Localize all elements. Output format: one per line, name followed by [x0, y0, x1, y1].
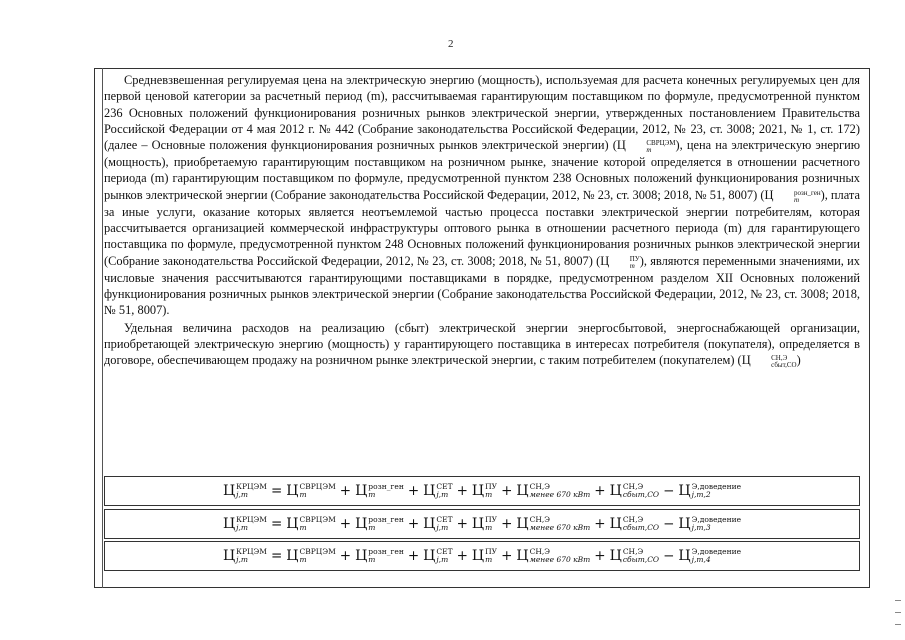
- formula-operator: +: [407, 516, 420, 532]
- formula-term: Ц ПУ m: [471, 482, 498, 499]
- scan-mark: [895, 612, 901, 613]
- formula-term: Ц розн_ген m: [355, 482, 404, 499]
- formula-row: [104, 541, 860, 571]
- formula-operator: =: [270, 483, 283, 499]
- left-margin-rule: [102, 68, 103, 588]
- formula-term: Ц СН,Э сбыт,СО: [609, 547, 660, 564]
- price-symbol-pu: Ц ПУ m: [600, 253, 640, 270]
- formula-term: Ц СН,Э менее 670 кВт: [516, 482, 591, 499]
- formula-lhs: Ц КРЦЭМ j,m: [222, 547, 267, 564]
- formula-operator: +: [594, 483, 606, 499]
- formula-operator: +: [501, 548, 513, 564]
- price-symbol-svrcem: Ц СВРЦЭМ m: [616, 138, 676, 155]
- paragraph-1-part-1: Средневзвешенная регулируемая цена на электрическую энергию (мощность), используемая для расчета конечных регулируемых цен для первой ценовой категории за расчетный период (m), рассчитываемая гарантирующим поставщиком по формуле, предусмотренной пунктом 236 Основных положений функционирования розничных рынков электрической энергии, утвержденных постановлением Правительства Российской Федерации от 4 мая 2012 г. № 442 (Собрание законодательства Российской Федерации, 2012, № 23, ст. 3008; 2021, № 1, ст. 172) (далее – Основные положения функционирования розничных рынков электрической энергии) (: [104, 73, 860, 153]
- paragraph-1-part-3: ), плата за иные услуги, оказание которых является неотъемлемой частью процесса поставки электрической энергии потребителям, которая рассчитывается организацией коммерческой инфраструктуры оптового рынка в отношении расчетного периода (m) для гарантирующего поставщика по формуле, предусмотренной пунктом 248 Основных положений функционирования розничных рынков электрической энергии (Собрание законодательства Российской Федерации, 2012, № 23, ст. 3008; 2018, № 51, 8007) (: [104, 187, 860, 268]
- formula-operator: −: [663, 483, 675, 499]
- formula-term: Ц ПУ m: [471, 547, 498, 564]
- formula-term: Ц СН,Э менее 670 кВт: [516, 547, 591, 564]
- formula-operator: +: [407, 548, 420, 564]
- paragraph-1-part-2: ), цена на электрическую энергию (мощность), приобретаемую гарантирующим поставщиком на розничном рынке, значение которой определяется в отношении расчетного периода (m) гарантирующим поставщиком по формуле, предусмотренной пунктом 238 Основных положений функционирования розничных рынков электрической энергии (Собрание законодательства Российской Федерации, 2012, № 23, ст. 3008; 2018, № 51, 8007) (: [104, 138, 861, 202]
- scan-mark: [895, 624, 901, 625]
- formula-operator: =: [270, 548, 283, 564]
- formula-operator: −: [663, 516, 675, 532]
- formula-row: [104, 509, 860, 539]
- formula-term: Ц СВРЦЭМ m: [286, 482, 336, 499]
- formula-term: Ц розн_ген m: [355, 547, 404, 564]
- formula-row: [104, 476, 860, 506]
- formula-term: Ц ПУ m: [471, 515, 498, 532]
- formula-term: Ц СН,Э сбыт,СО: [609, 515, 660, 532]
- formula-operator: +: [501, 483, 513, 499]
- formula-term: Ц Э,доведение j,m,2: [678, 482, 742, 499]
- scan-mark: [895, 600, 901, 601]
- formula-term: Ц СЕТ j,m: [423, 547, 453, 564]
- paragraph-2: [104, 320, 860, 370]
- formula-operator: =: [270, 516, 283, 532]
- paragraph-1: [104, 72, 860, 319]
- formula-term: Ц розн_ген m: [355, 515, 404, 532]
- price-symbol-sbyt: Ц СН,Э сбыт,СО: [741, 353, 797, 370]
- body-text: [104, 72, 860, 369]
- formula-term: Ц СН,Э менее 670 кВт: [516, 515, 591, 532]
- formula-term: Ц СЕТ j,m: [423, 515, 453, 532]
- paragraph-2-part-1: Удельная величина расходов на реализацию (сбыт) электрической энергии энергосбытовой, энергоснабжающей организации, приобретающей электрическую энергию (мощность) у гарантирующего поставщика в интересах потребителя (покупателя), определяется в договоре, обеспечивающем продажу на розничном рынке электрической энергии, с таким потребителем (покупателем) (: [104, 320, 860, 368]
- formula-term: Ц СВРЦЭМ m: [286, 515, 336, 532]
- formula-operator: +: [456, 548, 468, 564]
- formula-operator: +: [339, 548, 352, 564]
- formula-operator: +: [407, 483, 420, 499]
- page-number: 2: [448, 38, 454, 50]
- formula-term: Ц Э,доведение j,m,4: [678, 547, 742, 564]
- price-symbol-rozn-gen: Ц розн_ген m: [764, 187, 821, 204]
- formula-term: Ц СВРЦЭМ m: [286, 547, 336, 564]
- formula-term: Ц Э,доведение j,m,3: [678, 515, 742, 532]
- formula-operator: −: [663, 548, 675, 564]
- formula-operator: +: [456, 516, 468, 532]
- formula-operator: +: [456, 483, 468, 499]
- paragraph-1-part-4: ), являются переменными значениями, их числовые значения рассчитываются гарантирующими поставщиками в порядке, предусмотренном разделом XII Основных положений функционирования розничных рынков электрической энергии (Собрание законодательства Российской Федерации, 2012, № 23, ст. 3008; 2018, № 51, 8007).: [104, 253, 860, 318]
- formula-operator: +: [501, 516, 513, 532]
- paragraph-2-part-2: ): [796, 353, 801, 368]
- formula-operator: +: [339, 516, 352, 532]
- formula-term: Ц СЕТ j,m: [423, 482, 453, 499]
- formula-term: Ц СН,Э сбыт,СО: [609, 482, 660, 499]
- formula-operator: +: [594, 516, 606, 532]
- formula-lhs: Ц КРЦЭМ j,m: [222, 515, 267, 532]
- formula-lhs: Ц КРЦЭМ j,m: [222, 482, 267, 499]
- formula-operator: +: [594, 548, 606, 564]
- formula-operator: +: [339, 483, 352, 499]
